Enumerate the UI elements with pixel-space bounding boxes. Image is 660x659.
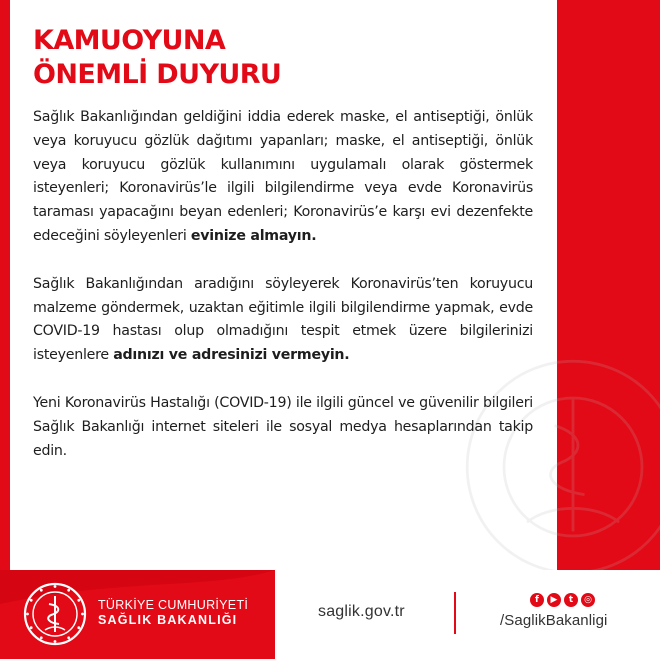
ministry-name-line-1: TÜRKİYE CUMHURİYETİ: [98, 598, 249, 612]
left-red-stripe: [0, 0, 10, 659]
paragraph-2: [33, 273, 533, 368]
footer: [0, 570, 660, 659]
paragraph-1-text: Sağlık Bakanlığından geldiğini iddia ederek maske, el antiseptiği, önlük veya koruyucu gözlük dağıtımı yapanları; maske, el antiseptiği, önlük veya koruyucu gözlük kullanımını uygulamalı olarak göstermek isteyenleri; Koronavirüs’le ilgili bilgilendirme veya evde Koronavirüs taraması yapacağını beyan edenleri; Koronavirüs’e karşı evi dezenfekte edeceğini söyleyenleri: [33, 109, 533, 244]
website-link[interactable]: saglik.gov.tr: [318, 603, 405, 620]
paragraph-2-text: Sağlık Bakanlığından aradığını söyleyerek Koronavirüs’ten koruyucu malzeme göndermek, uzaktan eğitimle ilgili bilgilendirme yapmak, evde COVID-19 hastası olup olmadığını tespit etmek üzere bilgilerinizi isteyenlere: [33, 275, 533, 364]
paragraph-1-emphasis: evinize almayın.: [190, 227, 317, 244]
footer-divider: [454, 592, 456, 634]
title-line-2: ÖNEMLİ DUYURU: [33, 59, 282, 90]
twitter-icon[interactable]: t: [564, 593, 578, 607]
announcement-title: [33, 24, 281, 92]
youtube-icon[interactable]: ▶: [547, 593, 561, 607]
paragraph-3-text: Yeni Koronavirüs Hastalığı (COVID-19) ile ilgili güncel ve güvenilir bilgileri Sağlık Bakanlığı internet siteleri ile sosyal medya hesaplarından takip edin.: [33, 394, 533, 459]
social-handle-link[interactable]: /SaglikBakanligi: [500, 612, 608, 629]
social-icons: [530, 593, 595, 607]
instagram-icon[interactable]: ◎: [581, 593, 595, 607]
announcement-body: [33, 106, 533, 487]
title-line-1: KAMUOYUNA: [33, 25, 226, 56]
facebook-icon[interactable]: f: [530, 593, 544, 607]
ministry-name-line-2: SAĞLIK BAKANLIĞI: [98, 613, 238, 627]
ministry-logo-icon: [23, 582, 87, 646]
announcement-card: [10, 0, 557, 570]
paragraph-2-emphasis: adınızı ve adresinizi vermeyin.: [113, 347, 350, 364]
ministry-name: [98, 598, 248, 628]
paragraph-1: [33, 106, 533, 249]
paragraph-3: [33, 392, 533, 463]
